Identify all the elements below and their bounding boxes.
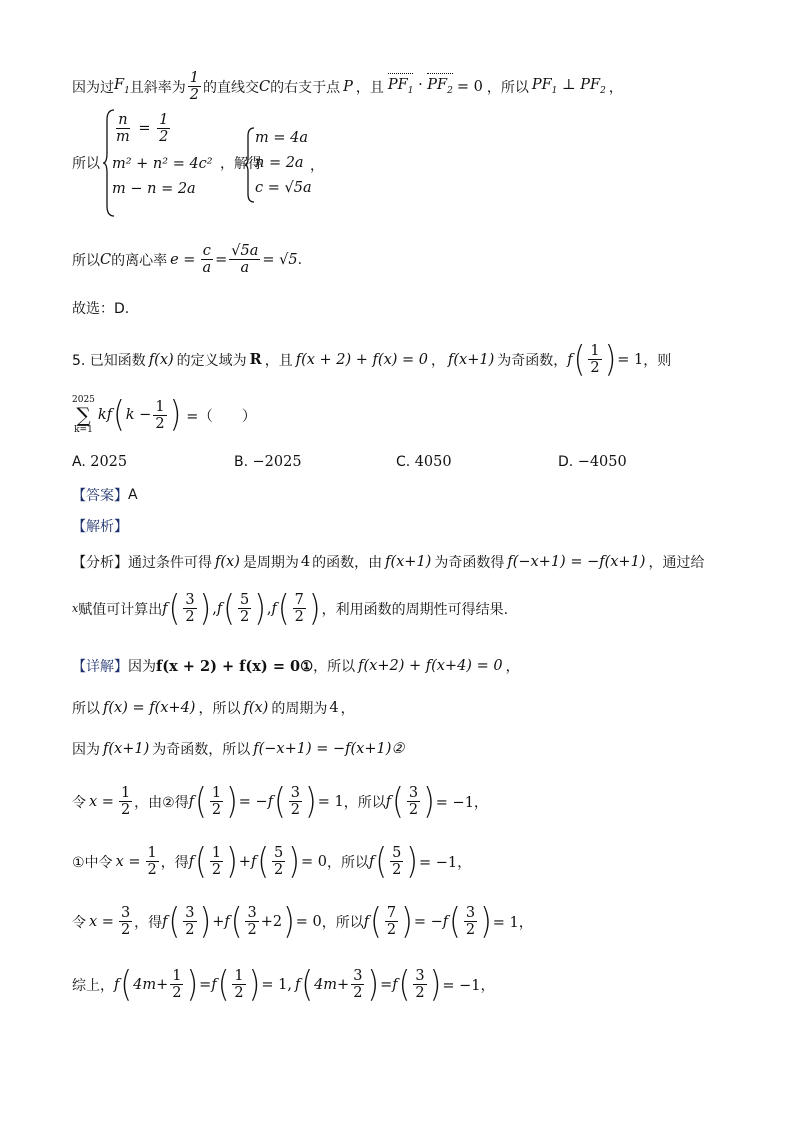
analysis-line-2: x 赋值可计算出 f ( $\frac{3}{2}$ ) , f ( $\frac{5}{2}$ ) , f ( $\frac{7}{2}$ ) ，利用函数的周期性可得结果. xyxy=(72,586,509,629)
dot-product: $PF_1 \cdot PF_2$ xyxy=(387,77,453,96)
detail-line-4: 令 x = $\frac{1}{2}$ ，由②得 f ( $\frac{1}{2}$ ) = − f ( $\frac{3}{2}$ ) = 1 ，所以 f ( $\frac{3}{2}$ ) = −1， xyxy=(72,779,489,822)
question-5: 5. 已知函数 f(x) 的定义域为 R ，且 f(x + 2) + f(x) = 0 ， f(x+1) 为奇函数， f ( $\frac{1}{2}$ ) = 1 ，则 xyxy=(72,337,672,380)
option-a[interactable]: A. 2025 xyxy=(72,454,128,470)
line-1: 因为过 $F_1$ 且斜率为 $\frac{1}{2}$ 的直线交 C 的右支于点 P ，且 $PF_1 \cdot PF_2$ = 0 ，所以 $PF_1$ ⊥ $PF_2$ ， xyxy=(72,70,623,103)
analysis-tag: 【解析】 xyxy=(72,519,128,535)
detail-line-1: 【详解】 因为 f(x + 2) + f(x) = 0① ，所以 f(x+2) + f(x+4) = 0 ， xyxy=(72,657,520,675)
equation-system: 所以 $\frac{n}{m}$ = $\frac{1}{2}$ m² + n² = 4c² m − n = 2a ，解得 m = 4a n = 2a c = √5a ， xyxy=(72,108,472,218)
analysis-line-1: 【分析】 通过条件可得 f(x) 是周期为 4 的函数，由 f(x+1) 为奇函数得 f(−x+1) = −f(x+1) ，通过给 xyxy=(72,554,705,571)
sigma-icon: 2025 ∑ k=1 xyxy=(72,395,95,435)
eccentricity-line: 所以 C 的离心率 e = $\frac{c}{a}$ = $\frac{√5a}{a}$ = √5 . xyxy=(72,243,303,276)
summation-line: 2025 ∑ k=1 kf ( k − $\frac{1}{2}$ ) =（ ） xyxy=(72,393,257,436)
detail-line-2: 所以 f(x) = f(x+4) ，所以 f(x) 的周期为 4 ， xyxy=(72,700,355,717)
option-d[interactable]: D. −4050 xyxy=(558,454,627,470)
answer-line: 【答案】 A xyxy=(72,487,138,504)
detail-line-6: 令 x = $\frac{3}{2}$ ，得 f ( $\frac{3}{2}$ ) + f ( $\frac{3}{2}$ +2 ) = 0 ，所以 f ( $\frac{7}{2}$ ) = − f ( $\frac{3}{2}$ ) = 1， xyxy=(72,899,534,942)
perp-relation: $PF_1$ ⊥ $PF_2$ xyxy=(531,77,606,96)
option-b[interactable]: B. −2025 xyxy=(234,454,302,470)
option-c[interactable]: C. 4050 xyxy=(396,454,452,470)
fraction-half: $\frac{1}{2}$ xyxy=(189,70,200,103)
detail-line-5: ①中令 x = $\frac{1}{2}$ ，得 f ( $\frac{1}{2}$ ) + f ( $\frac{5}{2}$ ) = 0 ，所以 f ( $\frac{5}{2}$ ) = −1， xyxy=(72,839,472,882)
detail-line-3: 因为 f(x+1) 为奇函数，所以 f(−x+1) = −f(x+1)② xyxy=(72,741,405,758)
detail-line-7: 综上， f ( 4m+ $\frac{1}{2}$ ) = f ( $\frac{1}{2}$ ) = 1, f ( 4m+ $\frac{3}{2}$ ) = f ( $\frac{3}{2}$ ) = −1， xyxy=(72,962,495,1005)
choice-line: 故选：D. xyxy=(72,301,130,317)
